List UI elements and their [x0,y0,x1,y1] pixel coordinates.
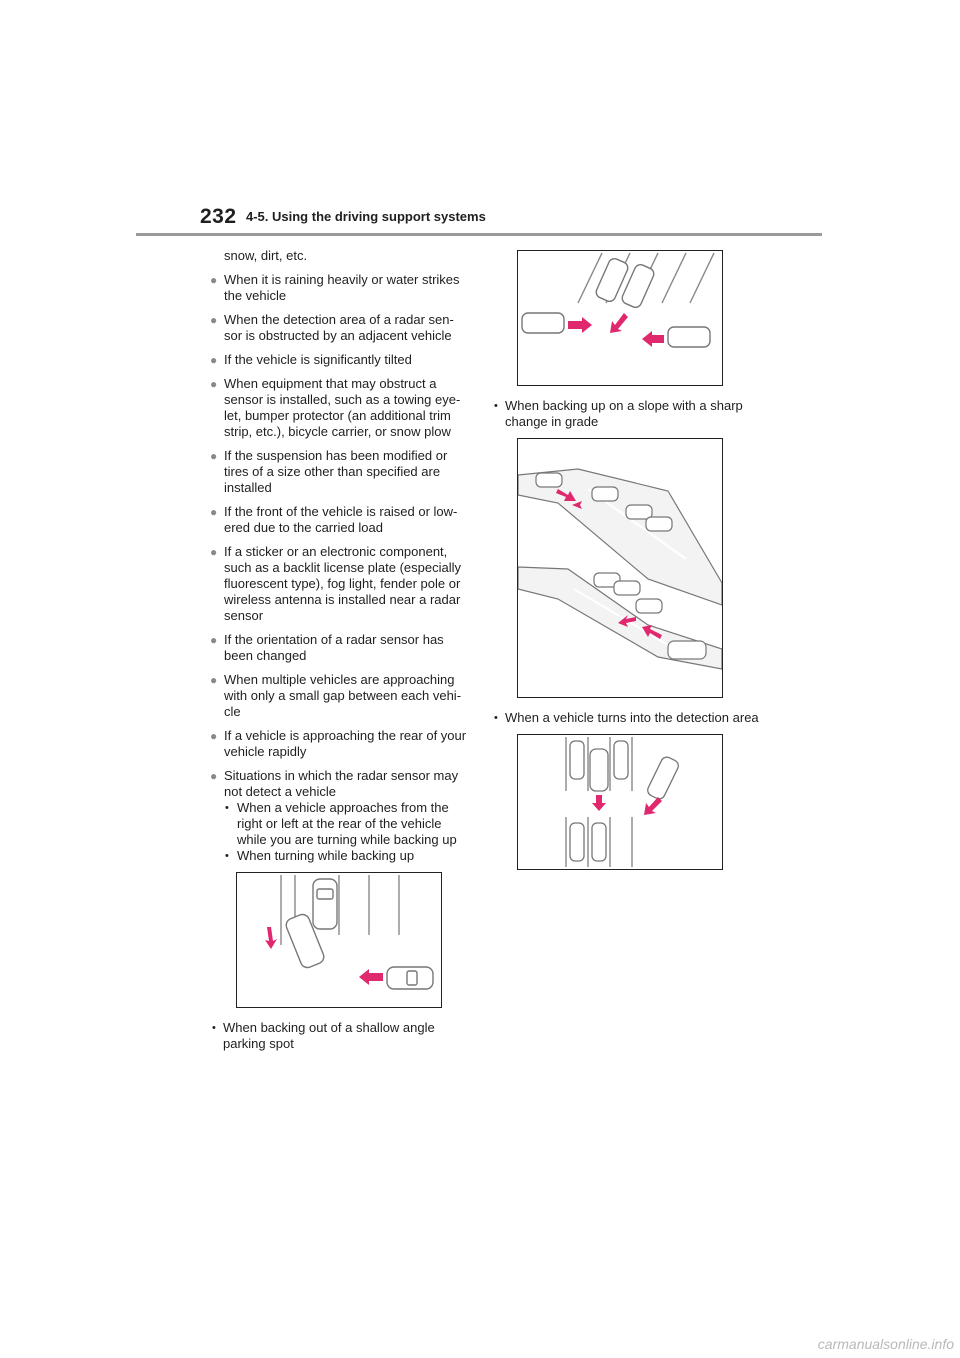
figure-slope-grade-change-drawing [518,439,722,697]
continuation-text: snow, dirt, etc. [224,248,308,263]
figure-slope-grade-change [517,438,723,698]
figure-vehicle-turns-into-area-drawing [518,735,722,869]
bullet-item: ● If the orientation of a radar sensor has been changed [210,632,470,664]
figure-caption: • When backing out of a shallow angle parking spot [210,1020,470,1052]
right-column [492,250,762,882]
section-title: 4-5. Using the driving support systems [246,209,486,224]
bullet-item: ● Situations in which the radar sensor may not detect a vehicle [210,768,470,800]
figure-vehicle-turns-into-area [517,734,723,870]
page-number: 232 [200,205,237,228]
figure-turning-backing-up-drawing [237,873,441,1007]
watermark: carmanualsonline.info [817,1336,954,1352]
bullet-item: ● When the detection area of a radar sen-sor is obstructed by an adjacent vehicle [210,312,470,344]
figure-caption: • When backing up on a slope with a sharp change in grade [492,398,762,430]
bullet-item: ● If the front of the vehicle is raised or low-ered due to the carried load [210,504,470,536]
page-header [200,205,822,235]
figure-turning-backing-up [236,872,442,1008]
figure-shallow-angle-parking [517,250,723,386]
header-rule [136,233,822,236]
figure-caption: • When a vehicle turns into the detection area [492,710,762,726]
bullet-item: ● If a vehicle is approaching the rear of your vehicle rapidly [210,728,470,760]
bullet-item: ● If the suspension has been modified or tires of a size other than specified are installed [210,448,470,496]
left-column [210,248,470,1060]
bullet-item: ● When multiple vehicles are approaching with only a small gap between each vehi-cle [210,672,470,720]
bullet-item: ● When it is raining heavily or water strikes the vehicle [210,272,470,304]
figure-shallow-angle-parking-drawing [518,251,722,385]
bullet-item: ● When equipment that may obstruct a sensor is installed, such as a towing eye-let, bumper protector (an additional trim strip, etc.), bicycle carrier, or snow plow [210,376,470,440]
sub-item: • When a vehicle approaches from the right or left at the rear of the vehicle while you are turning while backing up [210,800,470,848]
bullet-item: ● If a sticker or an electronic component, such as a backlit license plate (especially fluorescent type), fog light, fender pole or wireless antenna is installed near a radar sensor [210,544,470,624]
sub-item: • When turning while backing up [210,848,470,864]
bullet-item: ● If the vehicle is significantly tilted [210,352,470,368]
